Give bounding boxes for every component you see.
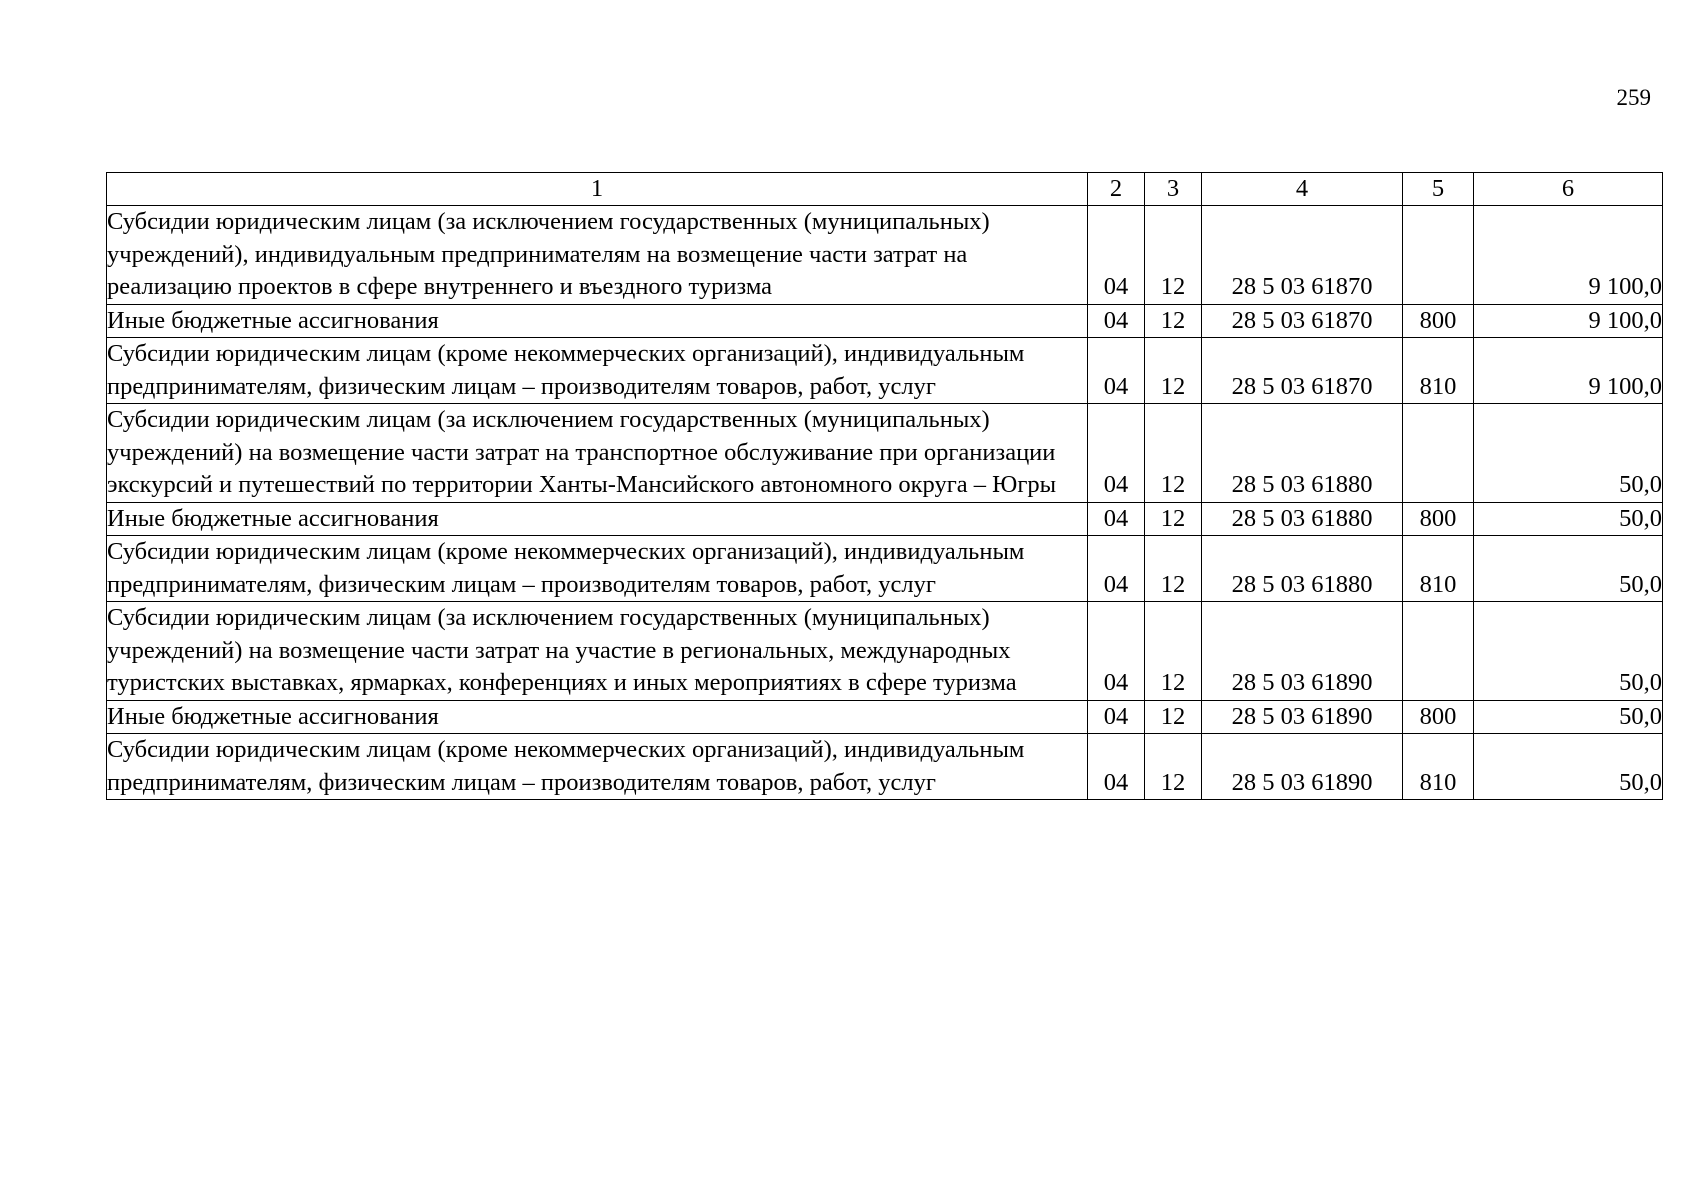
row-expense-type [1403,404,1474,503]
row-description: Субсидии юридическим лицам (за исключением государственных (муниципальных) учреждений) на возмещение части затрат на транспортное обслуживание при организации экскурсий и путешествий по территории Ханты-Мансийского автономного округа – Югры [107,404,1088,503]
table-row [107,304,1663,338]
row-section: 04 [1088,536,1145,602]
row-amount: 50,0 [1474,536,1663,602]
header-col-2: 2 [1088,173,1145,206]
row-section: 04 [1088,338,1145,404]
table-row [107,206,1663,305]
row-description: Иные бюджетные ассигнования [107,304,1088,338]
table-row [107,404,1663,503]
row-section: 04 [1088,206,1145,305]
row-section: 04 [1088,404,1145,503]
row-section: 04 [1088,602,1145,701]
row-target-code: 28 5 03 61880 [1202,404,1403,503]
row-description: Субсидии юридическим лицам (за исключением государственных (муниципальных) учреждений), индивидуальным предпринимателям на возмещение части затрат на реализацию проектов в сфере внутреннего и въездного туризма [107,206,1088,305]
table-header-row [107,173,1663,206]
row-section: 04 [1088,734,1145,800]
header-col-3: 3 [1145,173,1202,206]
row-amount: 50,0 [1474,404,1663,503]
row-expense-type [1403,206,1474,305]
row-subsection: 12 [1145,338,1202,404]
header-col-4: 4 [1202,173,1403,206]
row-amount: 50,0 [1474,602,1663,701]
row-target-code: 28 5 03 61880 [1202,536,1403,602]
row-amount: 9 100,0 [1474,338,1663,404]
table-row [107,602,1663,701]
row-description: Субсидии юридическим лицам (кроме некоммерческих организаций), индивидуальным предпринимателям, физическим лицам – производителям товаров, работ, услуг [107,338,1088,404]
header-col-5: 5 [1403,173,1474,206]
table-body [107,206,1663,800]
row-description: Иные бюджетные ассигнования [107,700,1088,734]
row-amount: 50,0 [1474,700,1663,734]
row-expense-type: 810 [1403,734,1474,800]
row-expense-type: 800 [1403,304,1474,338]
header-col-1: 1 [107,173,1088,206]
row-target-code: 28 5 03 61890 [1202,700,1403,734]
table-row [107,338,1663,404]
row-subsection: 12 [1145,700,1202,734]
row-expense-type: 810 [1403,536,1474,602]
row-expense-type [1403,602,1474,701]
header-col-6: 6 [1474,173,1663,206]
row-expense-type: 810 [1403,338,1474,404]
row-expense-type: 800 [1403,502,1474,536]
row-subsection: 12 [1145,734,1202,800]
row-amount: 50,0 [1474,734,1663,800]
row-target-code: 28 5 03 61890 [1202,602,1403,701]
table-row [107,536,1663,602]
row-description: Субсидии юридическим лицам (кроме некоммерческих организаций), индивидуальным предпринимателям, физическим лицам – производителям товаров, работ, услуг [107,536,1088,602]
row-subsection: 12 [1145,502,1202,536]
row-amount: 50,0 [1474,502,1663,536]
row-section: 04 [1088,502,1145,536]
table-row [107,502,1663,536]
row-subsection: 12 [1145,404,1202,503]
row-target-code: 28 5 03 61880 [1202,502,1403,536]
row-section: 04 [1088,304,1145,338]
row-subsection: 12 [1145,602,1202,701]
page-number: 259 [1616,85,1651,110]
row-description: Иные бюджетные ассигнования [107,502,1088,536]
row-section: 04 [1088,700,1145,734]
row-expense-type: 800 [1403,700,1474,734]
row-amount: 9 100,0 [1474,304,1663,338]
table-row [107,734,1663,800]
row-target-code: 28 5 03 61870 [1202,338,1403,404]
row-subsection: 12 [1145,206,1202,305]
row-target-code: 28 5 03 61890 [1202,734,1403,800]
row-description: Субсидии юридическим лицам (за исключением государственных (муниципальных) учреждений) на возмещение части затрат на участие в региональных, международных туристских выставках, ярмарках, конференциях и иных мероприятиях в сфере туризма [107,602,1088,701]
budget-table [106,172,1663,800]
row-target-code: 28 5 03 61870 [1202,304,1403,338]
row-subsection: 12 [1145,304,1202,338]
row-description: Субсидии юридическим лицам (кроме некоммерческих организаций), индивидуальным предпринимателям, физическим лицам – производителям товаров, работ, услуг [107,734,1088,800]
table-row [107,700,1663,734]
row-subsection: 12 [1145,536,1202,602]
row-amount: 9 100,0 [1474,206,1663,305]
row-target-code: 28 5 03 61870 [1202,206,1403,305]
